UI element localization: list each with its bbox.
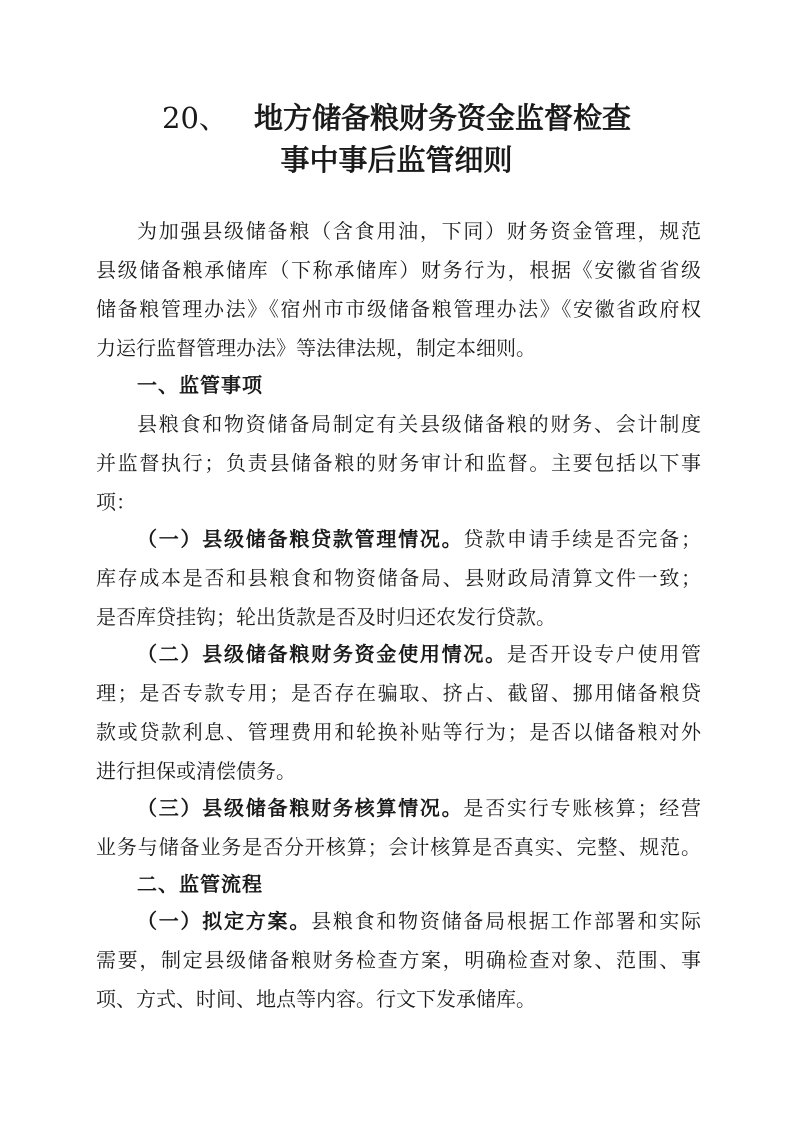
body-line: 县粮食和物资储备局制定有关县级储备粮的财务、会计制度 [137,412,701,436]
body-line: 是否库贷挂钩；轮出货款是否及时归还农发行贷款。 [96,605,556,629]
item-text: 是否实行专账核算；经营 [463,796,701,820]
intro-line: 县级储备粮承储库（下称承储库）财务行为，根据《安徽省省级 [96,258,701,282]
body-line: 业务与储备业务是否分开核算；会计核算是否真实、完整、规范。 [96,835,701,859]
body-line: 项、方式、时间、地点等内容。行文下发承储库。 [96,987,536,1011]
body-line: 进行担保或清偿债务。 [96,759,296,783]
body-line: 库存成本是否和县粮食和物资储备局、县财政局清算文件一致； [96,566,701,590]
item-first-line [137,903,701,940]
body-line: 款或贷款利息、管理费用和轮换补贴等行为；是否以储备粮对外 [96,720,701,744]
body-line: 理；是否专款专用；是否存在骗取、挤占、截留、挪用储备粮贷 [96,681,701,705]
item-lead: （一）拟定方案。 [137,909,312,933]
item-text: 是否开设专户使用管 [506,642,701,666]
item-first-line [137,636,701,673]
item-first-line [137,521,701,558]
body-line: 项： [96,490,136,514]
body-line: 并监督执行；负责县储备粮的财务审计和监督。主要包括以下事 [96,451,701,475]
title-text-1: 地方储备粮财务资金监督检查 [253,101,631,135]
item-text: 县粮食和物资储备局根据工作部署和实际 [311,909,701,933]
item-first-line [137,790,701,827]
intro-line: 为加强县级储备粮（含食用油，下同）财务资金管理，规范 [137,219,701,243]
section-heading: 二、监管流程 [137,872,263,896]
document-title-line-2: 事中事后监管细则 [280,143,513,177]
body-line: 需要，制定县级储备粮财务检查方案，明确检查对象、范围、事 [96,948,701,972]
intro-line: 力运行监督管理办法》等法律法规，制定本细则。 [96,336,536,360]
item-text: 贷款申请手续是否完备； [463,527,701,551]
section-heading: 一、监管事项 [137,373,263,397]
document-title-line-1 [0,98,793,138]
item-lead: （二）县级储备粮财务资金使用情况。 [137,642,507,666]
item-lead: （三）县级储备粮财务核算情况。 [137,796,464,820]
intro-line: 储备粮管理办法》《宿州市市级储备粮管理办法》《安徽省政府权 [96,297,701,321]
item-lead: （一）县级储备粮贷款管理情况。 [137,527,464,551]
title-number: 20、 [162,101,228,135]
